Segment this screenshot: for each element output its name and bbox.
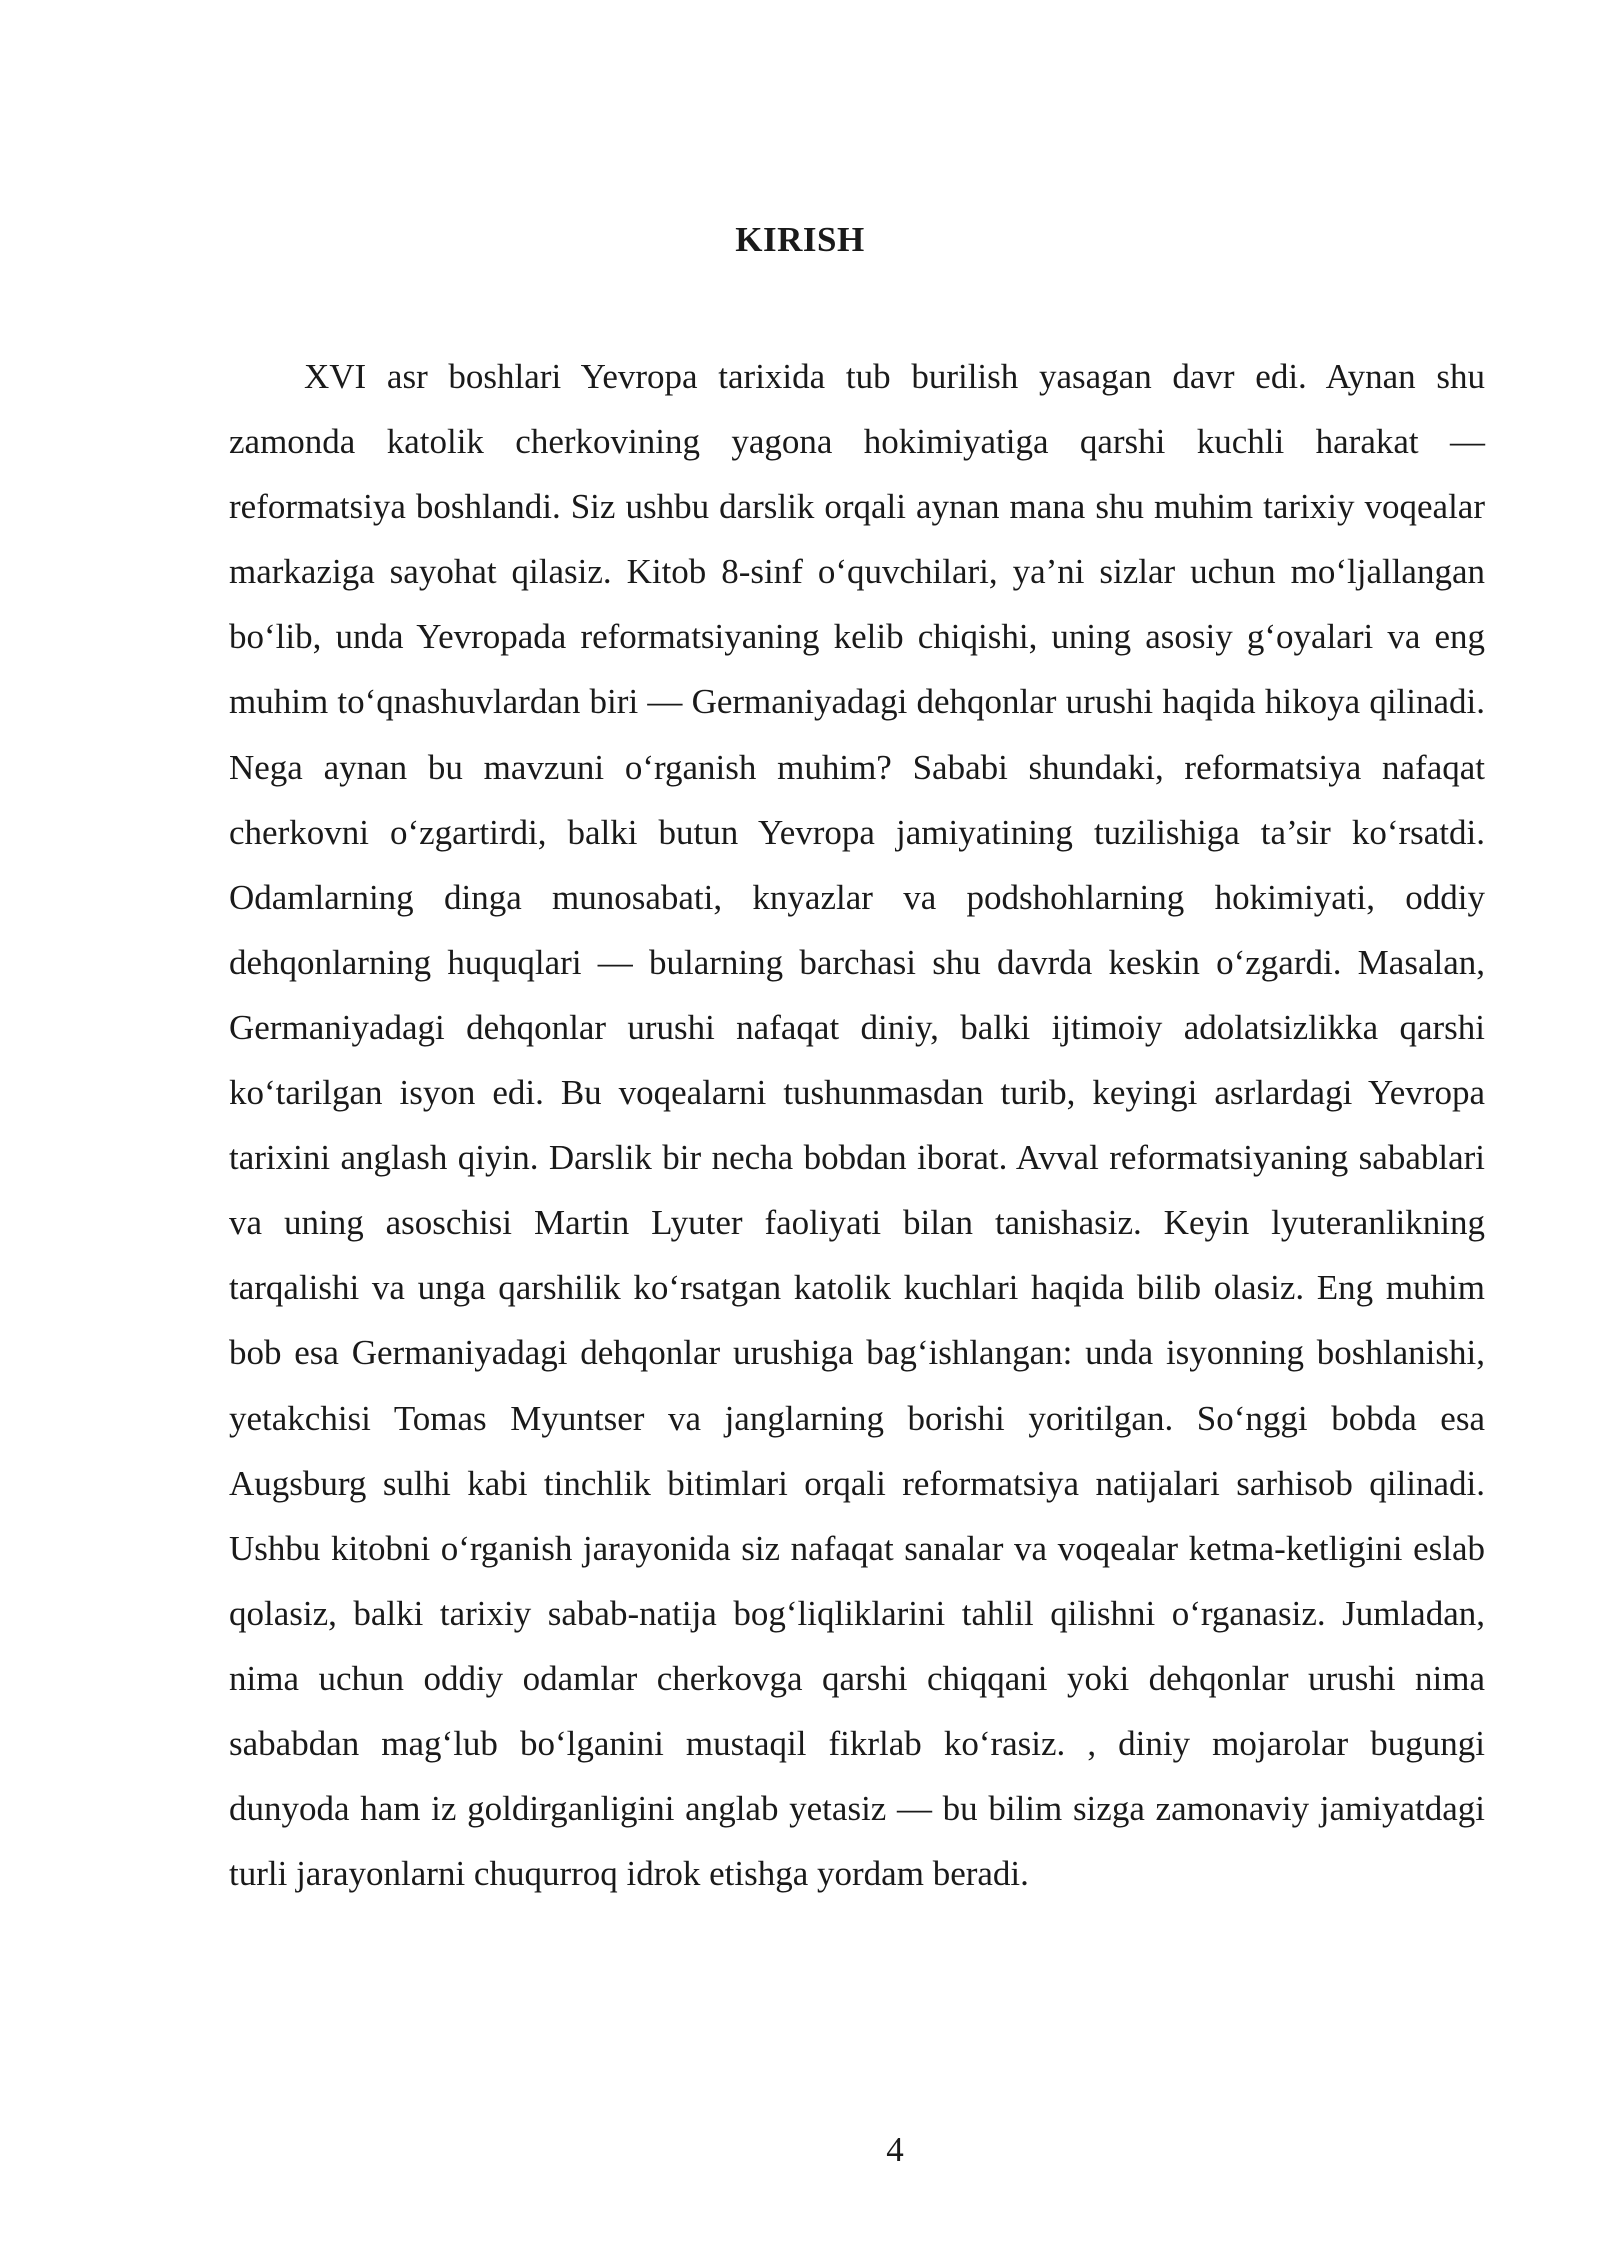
page-title: KIRISH <box>735 220 865 259</box>
body-paragraph: XVI asr boshlari Yevropa tarixida tub burilish yasagan davr edi. Aynan shu zamonda katolik cherkovining yagona hokimiyatiga qarshi kuchli harakat — reformatsiya boshlandi. Siz ushbu darslik orqali aynan mana shu muhim tarixiy voqealar markaziga sayohat qilasiz. Kitob 8-sinf o‘quvchilari, ya’ni sizlar uchun mo‘ljallangan bo‘lib, unda Yevropada reformatsiyaning kelib chiqishi, uning asosiy g‘oyalari va eng muhim to‘qnashuvlardan biri — Germaniyadagi dehqonlar urushi haqida hikoya qilinadi. Nega aynan bu mavzuni o‘rganish muhim? Sababi shundaki, reformatsiya nafaqat cherkovni o‘zgartirdi, balki butun Yevropa jamiyatining tuzilishiga ta’sir ko‘rsatdi. Odamlarning dinga munosabati, knyazlar va podshohlarning hokimiyati, oddiy dehqonlarning huquqlari — bularning barchasi shu davrda keskin o‘zgardi. Masalan, Germaniyadagi dehqonlar urushi nafaqat diniy, balki ijtimoiy adolatsizlikka qarshi ko‘tarilgan isyon edi. Bu voqealarni tushunmasdan turib, keyingi asrlardagi Yevropa tarixini anglash qiyin. Darslik bir necha bobdan iborat. Avval reformatsiyaning sabablari va uning asoschisi Martin Lyuter faoliyati bilan tanishasiz. Keyin lyuteranlikning tarqalishi va unga qarshilik ko‘rsatgan katolik kuchlari haqida bilib olasiz. Eng muhim bob esa Germaniyadagi dehqonlar urushiga bag‘ishlangan: unda isyonning boshlanishi, yetakchisi Tomas Myuntser va janglarning borishi yoritilgan. So‘nggi bobda esa Augsburg sulhi kabi tinchlik bitimlari orqali reformatsiya natijalari sarhisob qilinadi. Ushbu kitobni o‘rganish jarayonida siz nafaqat sanalar va voqealar ketma-ketligini eslab qolasiz, balki tarixiy sabab-natija bog‘liqliklarini tahlil qilishni o‘rganasiz. Jumladan, nima uchun oddiy odamlar cherkovga qarshi chiqqani yoki dehqonlar urushi nima sababdan mag‘lub bo‘lganini mustaqil fikrlab ko‘rasiz. , diniy mojarolar bugungi dunyoda ham iz goldirganligini anglab yetasiz — bu bilim sizga zamonaviy jamiyatdagi turli jarayonlarni chuqurroq idrok etishga yordam beradi. <box>229 357 1485 1894</box>
page-number: 4 <box>886 2130 904 2169</box>
